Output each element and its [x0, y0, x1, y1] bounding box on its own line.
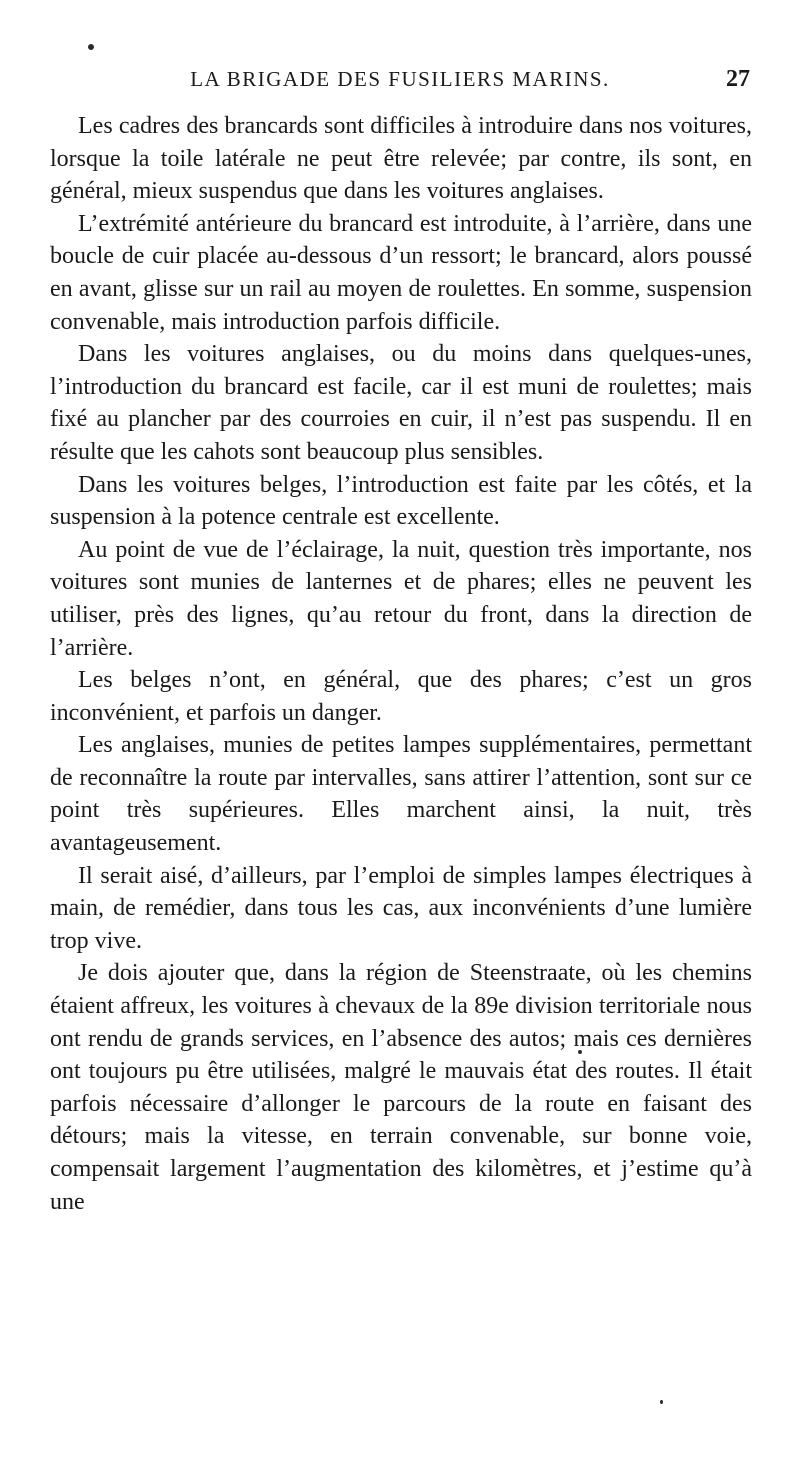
ink-speck: [88, 44, 94, 50]
ink-speck: [660, 1400, 663, 1404]
paragraph-4: Dans les voitures belges, l’introduction est faite par les côtés, et la suspension à la potence centrale est excellente.: [50, 471, 752, 531]
paragraph-9: Je dois ajouter que, dans la région de Steenstraate, où les chemins étaient affreux, les voitures à chevaux de la 89e division territoriale nous ont rendu de grands services, en l’absence des autos; mais ces dernières ont toujours pu être utilisées, malgré le mauvais état des routes. Il était parfois nécessaire d’allonger le parcours de la route en faisant des détours; mais la vitesse, en terrain convenable, sur bonne voie, compensait largement l’augmentation des kilomètres, et j’estime qu’à une: [50, 960, 752, 1215]
paragraph-7: Les anglaises, munies de petites lampes supplémentaires, permettant de reconnaître la route par intervalles, sans attirer l’attention, sont sur ce point très supérieures. Elles marchent ainsi, la nuit, très avantageusement.: [50, 732, 752, 857]
paragraph-6: Les belges n’ont, en général, que des phares; c’est un gros inconvénient, et parfois un danger.: [50, 667, 752, 726]
body-text: [50, 110, 752, 1218]
paragraph-2: L’extrémité antérieure du brancard est introduite, à l’arrière, dans une boucle de cuir placée au-dessous d’un ressort; le brancard, alors poussé en avant, glisse sur un rail au moyen de roulettes. En somme, suspension convenable, mais introduction parfois difficile.: [50, 210, 752, 335]
page-number: 27: [726, 66, 750, 92]
running-title: LA BRIGADE DES FUSILIERS MARINS.: [190, 67, 610, 91]
running-header: [50, 62, 750, 96]
paragraph-5: Au point de vue de l’éclairage, la nuit, question très importante, nos voitures sont munies de lanternes et de phares; elles ne peuvent les utiliser, près des lignes, qu’au retour du front, dans la direction de l’arrière.: [50, 536, 752, 661]
paragraph-8: Il serait aisé, d’ailleurs, par l’emploi de simples lampes électriques à main, de remédier, dans tous les cas, aux inconvénients d’une lumière trop vive.: [50, 862, 752, 954]
paragraph-3: Dans les voitures anglaises, ou du moins dans quelques-unes, l’introduction du brancard est facile, car il est muni de roulettes; mais fixé au plancher par des courroies en cuir, il n’est pas suspendu. Il en résulte que les cahots sont beaucoup plus sensibles.: [50, 341, 752, 465]
paragraph-1: Les cadres des brancards sont difficiles à introduire dans nos voitures, lorsque la toile latérale ne peut être relevée; par contre, ils sont, en général, mieux suspendus que dans les voitures anglaises.: [50, 113, 752, 205]
